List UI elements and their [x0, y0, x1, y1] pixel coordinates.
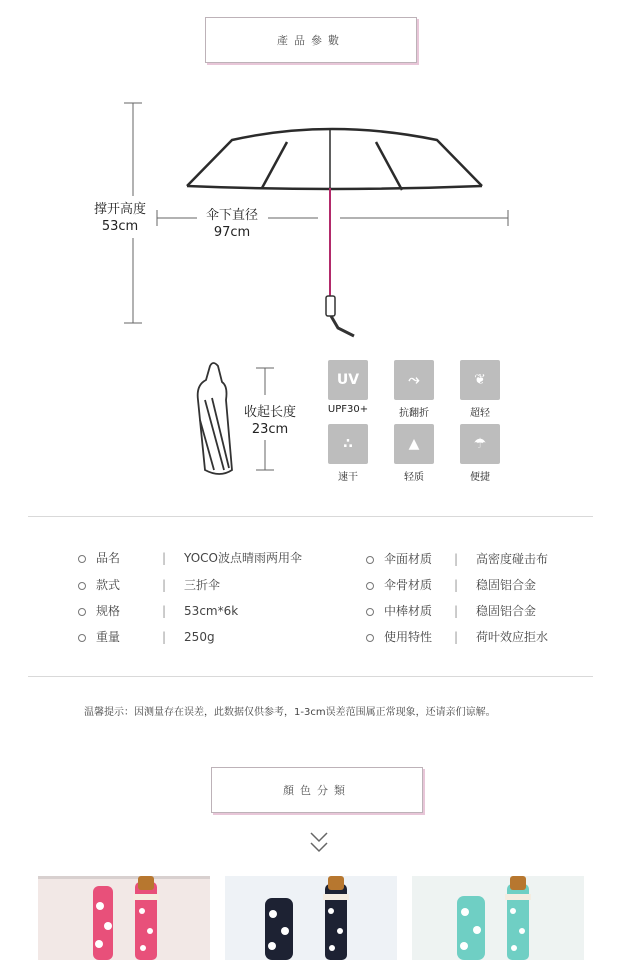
feature-lightweight-label: 轻质	[404, 472, 424, 483]
spec-name: 重量	[96, 630, 121, 644]
diameter-label-text: 伞下直径	[205, 208, 258, 223]
folded-length-label-text: 收起长度	[243, 405, 296, 420]
spec-row-left-4: 重量 | 250g	[78, 628, 215, 645]
spec-value: 高密度碰击布	[476, 552, 549, 566]
spec-value: 荷叶效应拒水	[476, 630, 549, 644]
feature-quick-dry	[326, 424, 370, 483]
measurement-note: 温馨提示：因测量存在误差，此数据仅供参考，1-3cm误差范围属正常现象，还请亲们谅解。	[84, 707, 496, 718]
spec-value: 三折伞	[184, 578, 221, 592]
spec-name: 伞面材质	[384, 552, 433, 566]
chevron-down-icon	[308, 830, 330, 856]
spec-name: 款式	[96, 578, 121, 592]
spec-row-left-3: 规格 | 53cm*6k	[78, 602, 238, 619]
spec-name: 中棒材质	[384, 604, 433, 618]
spec-name: 规格	[96, 604, 121, 618]
spec-row-right-4: 使用特性 | 荷叶效应拒水	[366, 628, 548, 645]
open-height-label-text: 撑开高度	[93, 202, 146, 217]
feature-convenient	[458, 424, 502, 483]
folded-length-label	[238, 404, 302, 438]
section-title-params-text: 產品參數	[277, 34, 345, 47]
diameter-label	[200, 207, 264, 241]
spec-value: 250g	[184, 630, 215, 644]
open-height-label	[88, 201, 152, 235]
feature-anti-flip-label: 抗翻折	[399, 408, 429, 419]
color-photo-navy[interactable]	[225, 876, 397, 960]
handle-drawing	[326, 296, 335, 316]
divider-top	[28, 516, 593, 517]
spec-row-right-2: 伞骨材质 | 稳固铝合金	[366, 576, 536, 593]
divider-bottom	[28, 676, 593, 677]
section-title-colors	[211, 767, 423, 813]
diameter-value: 97cm	[213, 225, 251, 240]
color-photo-mint[interactable]	[412, 876, 584, 960]
feature-convenient-label: 便捷	[470, 472, 490, 483]
spec-row-right-3: 中棒材质 | 稳固铝合金	[366, 602, 536, 619]
feather-icon: ❦	[460, 360, 500, 400]
folded-length-value: 23cm	[251, 422, 289, 437]
spec-value: 53cm*6k	[184, 604, 239, 618]
spec-row-left-1: 品名 | YOCO波点晴雨两用伞	[78, 549, 302, 566]
feature-uv-label: UPF30+	[327, 404, 369, 415]
section-title-colors-text: 顏色分類	[283, 784, 351, 797]
spec-value: YOCO波点晴雨两用伞	[184, 551, 302, 565]
spec-row-right-1: 伞面材质 | 高密度碰击布	[366, 550, 548, 567]
color-photo-pink[interactable]	[38, 876, 210, 960]
open-umbrella-drawing	[187, 128, 482, 190]
quick-dry-icon: ∴	[328, 424, 368, 464]
anti-flip-icon: ⤳	[394, 360, 434, 400]
feature-quick-dry-label: 速干	[338, 472, 358, 483]
spec-value: 稳固铝合金	[476, 604, 537, 618]
spec-row-left-2: 款式 | 三折伞	[78, 576, 220, 593]
spec-name: 使用特性	[384, 630, 433, 644]
umbrella-icon: ☂	[460, 424, 500, 464]
feature-ultralight	[458, 360, 502, 419]
feature-ultralight-label: 超轻	[470, 408, 490, 419]
lightweight-icon: ▲	[394, 424, 434, 464]
feature-uv	[326, 360, 370, 415]
feature-anti-flip	[392, 360, 436, 419]
spec-name: 伞骨材质	[384, 578, 433, 592]
spec-name: 品名	[96, 551, 121, 565]
feature-lightweight	[392, 424, 436, 483]
folded-umbrella-drawing	[198, 363, 232, 474]
uv-icon: UV	[328, 360, 368, 400]
open-height-value: 53cm	[101, 219, 139, 234]
spec-value: 稳固铝合金	[476, 578, 537, 592]
